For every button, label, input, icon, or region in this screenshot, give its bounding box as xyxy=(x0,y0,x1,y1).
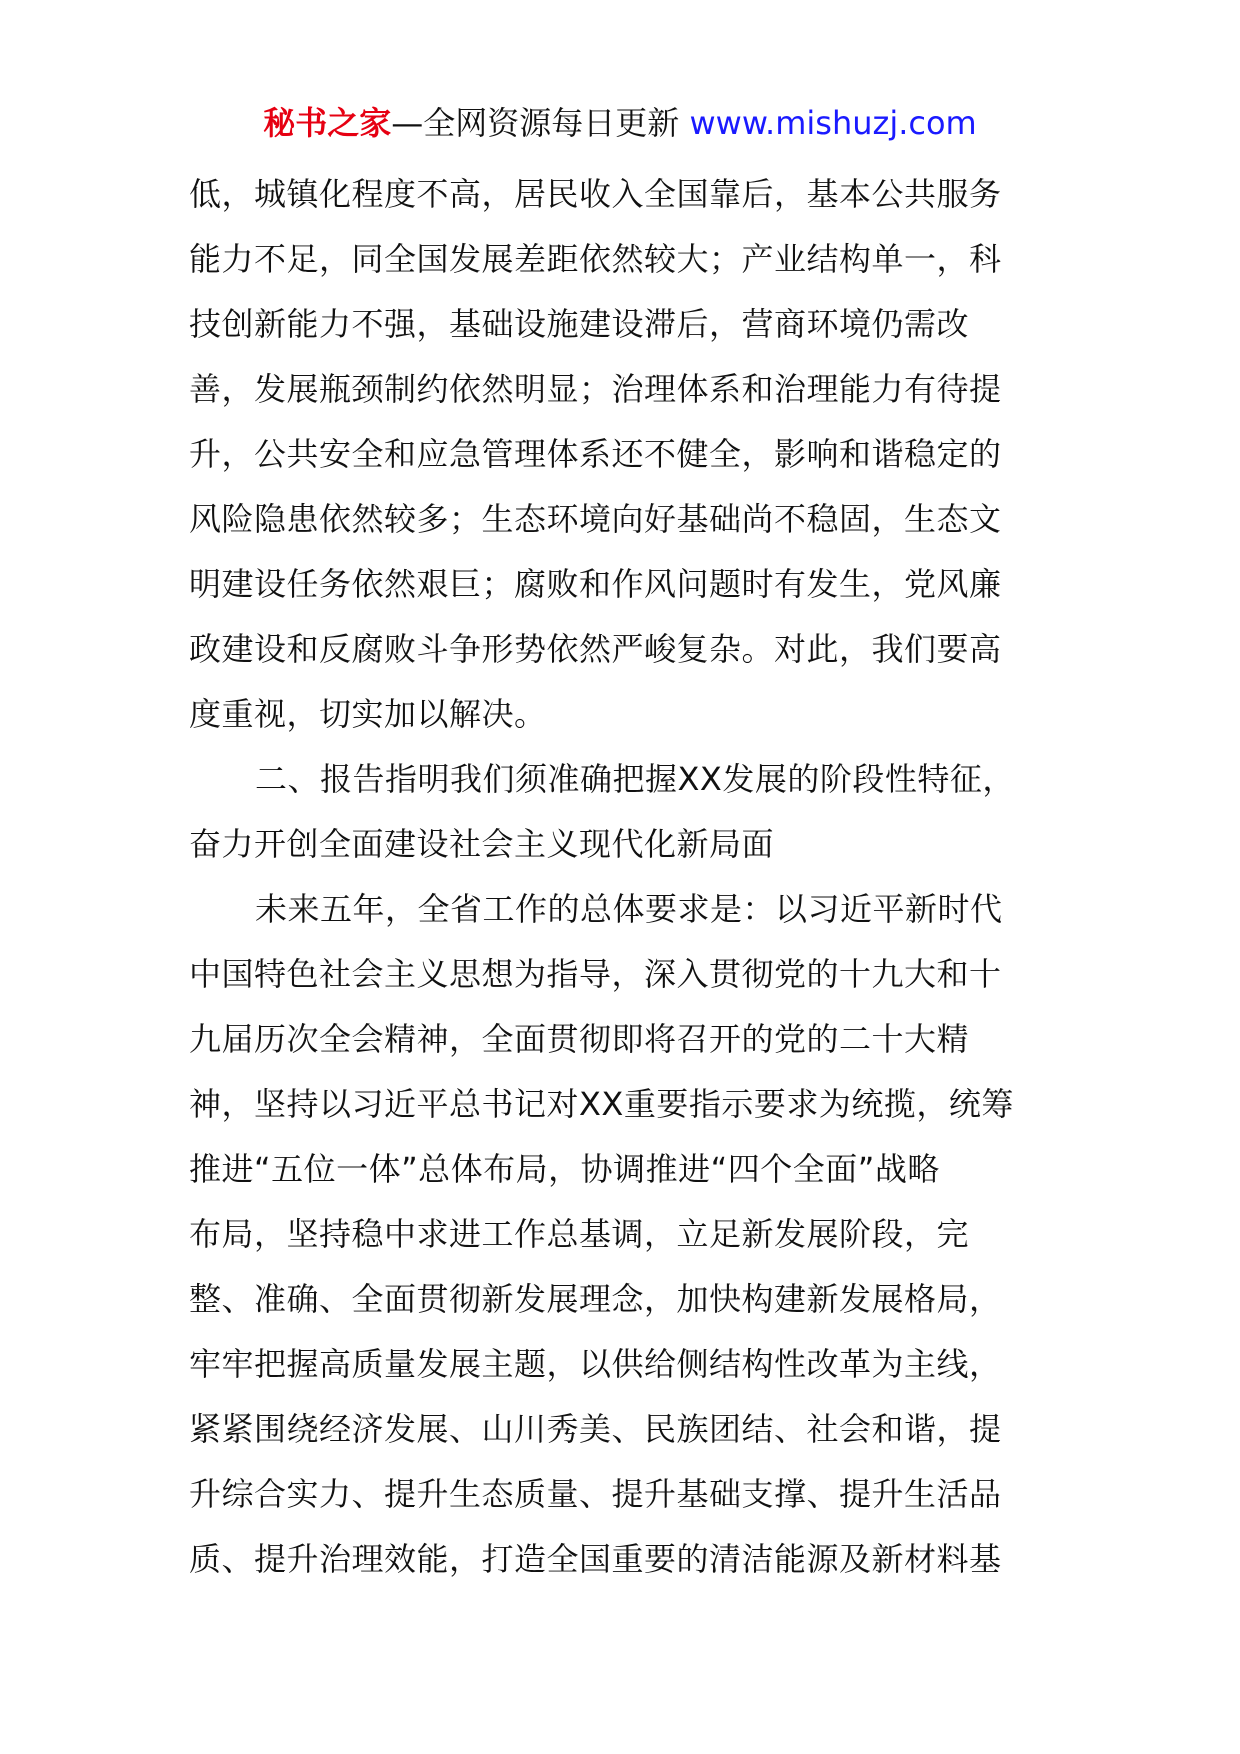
site-url-link[interactable]: www.mishuzj.com xyxy=(689,104,977,142)
text-line: 风险隐患依然较多；生态环境向好基础尚不稳固，生态文 xyxy=(189,500,1002,538)
text-line: 升综合实力、提升生态质量、提升基础支撑、提升生活品 xyxy=(189,1475,1002,1513)
text-line: 度重视，切实加以解决。 xyxy=(189,695,547,733)
text-line: 推进“五位一体”总体布局，协调推进“四个全面”战略 xyxy=(189,1150,940,1188)
text-line: 未来五年，全省工作的总体要求是：以习近平新时代 xyxy=(255,890,1003,928)
text-line: 牢牢把握高质量发展主题，以供给侧结构性改革为主线， xyxy=(189,1345,1002,1383)
text-line: 紧紧围绕经济发展、山川秀美、民族团结、社会和谐，提 xyxy=(189,1410,1002,1448)
text-line: 低，城镇化程度不高，居民收入全国靠后，基本公共服务 xyxy=(189,175,1002,213)
text-line: 政建设和反腐败斗争形势依然严峻复杂。对此，我们要高 xyxy=(189,630,1002,668)
text-line: 技创新能力不强，基础设施建设滞后，营商环境仍需改 xyxy=(189,305,970,343)
text-line: 善，发展瓶颈制约依然明显；治理体系和治理能力有待提 xyxy=(189,370,1002,408)
text-line: 布局，坚持稳中求进工作总基调，立足新发展阶段，完 xyxy=(189,1215,970,1253)
site-brand: 秘书之家 xyxy=(263,104,392,142)
site-slogan: —全网资源每日更新 xyxy=(391,104,680,142)
section-heading-line: 奋力开创全面建设社会主义现代化新局面 xyxy=(189,825,775,863)
text-line: 能力不足，同全国发展差距依然较大；产业结构单一，科 xyxy=(189,240,1002,278)
text-line: 中国特色社会主义思想为指导，深入贯彻党的十九大和十 xyxy=(189,955,1002,993)
text-line: 整、准确、全面贯彻新发展理念，加快构建新发展格局， xyxy=(189,1280,1002,1318)
text-line: 升，公共安全和应急管理体系还不健全，影响和谐稳定的 xyxy=(189,435,1002,473)
section-heading-line: 二、报告指明我们须准确把握XX发展的阶段性特征， xyxy=(255,760,1015,798)
text-line: 九届历次全会精神，全面贯彻即将召开的党的二十大精 xyxy=(189,1020,970,1058)
text-line: 神，坚持以习近平总书记对XX重要指示要求为统揽，统筹 xyxy=(189,1085,1014,1123)
document-body xyxy=(189,162,1055,1592)
text-line: 明建设任务依然艰巨；腐败和作风问题时有发生，党风廉 xyxy=(189,565,1002,603)
text-line: 质、提升治理效能，打造全国重要的清洁能源及新材料基 xyxy=(189,1540,1002,1578)
site-header xyxy=(0,100,1240,146)
